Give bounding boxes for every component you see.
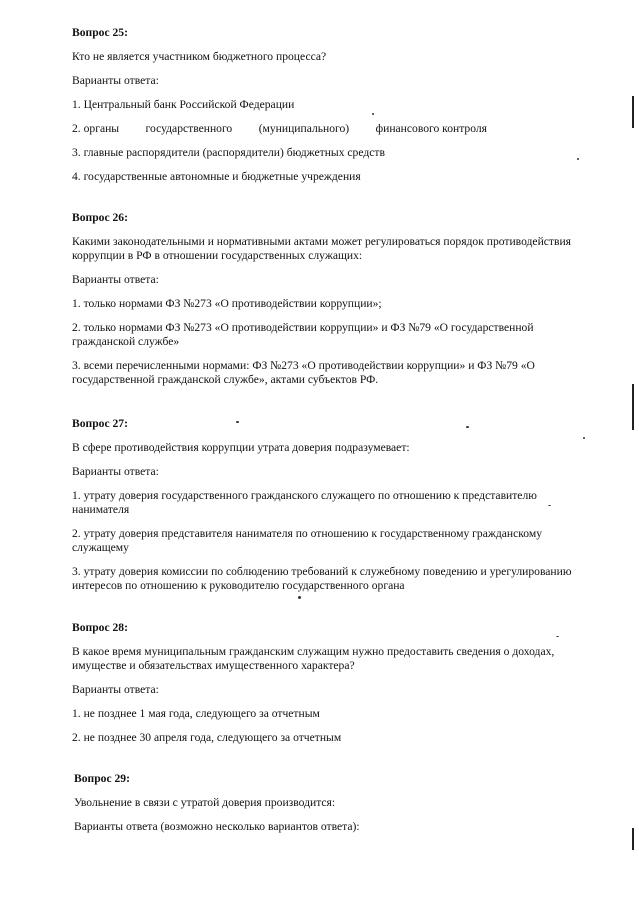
scan-speck xyxy=(236,421,239,423)
answers-label: Варианты ответа: xyxy=(72,683,159,696)
answer-option: 3. утрату доверия комиссии по соблюдению требований к служебному поведению и урегулированию интересов по отношению к руководителю государственного органа xyxy=(72,565,572,592)
question-26 xyxy=(72,211,587,397)
question-title: Вопрос 25: xyxy=(72,26,128,39)
question-29 xyxy=(74,772,589,844)
question-text: Увольнение в связи с утратой доверия производится: xyxy=(74,796,336,809)
answers-label: Варианты ответа: xyxy=(72,465,159,478)
answer-option: 2. не позднее 30 апреля года, следующего за отчетным xyxy=(72,731,342,744)
answers-label: Варианты ответа: xyxy=(72,74,159,87)
question-text: Кто не является участником бюджетного процесса? xyxy=(72,50,327,63)
scan-speck xyxy=(556,636,559,637)
scan-edge-mark xyxy=(632,96,634,128)
answer-option: 1. Центральный банк Российской Федерации xyxy=(72,98,295,111)
question-27 xyxy=(72,417,587,603)
answer-option: 2. только нормами ФЗ №273 «О противодействии коррупции» и ФЗ №79 «О государственной гражданской службе» xyxy=(72,321,534,348)
answer-option: 2. утрату доверия представителя нанимателя по отношению к государственному гражданскому служащему xyxy=(72,527,542,554)
answer-option: 1. утрату доверия государственного гражданского служащего по отношению к представителю нанимателя xyxy=(72,489,537,516)
answer-option: 3. главные распорядители (распорядители) бюджетных средств xyxy=(72,146,385,159)
question-text: Какими законодательными и нормативными актами может регулироваться порядок противодействия коррупции в РФ в отношении государственных служащих: xyxy=(72,235,572,262)
answer-option: 1. не позднее 1 мая года, следующего за отчетным xyxy=(72,707,320,720)
scan-edge-mark xyxy=(632,384,634,430)
answer-option-part: (муниципального) xyxy=(258,122,350,135)
answer-option-part: финансового контроля xyxy=(375,122,487,135)
question-text: В какое время муниципальным гражданским служащим нужно предоставить сведения о доходах, имуществе и обязательствах имущественного характера? xyxy=(72,645,555,672)
answer-option: 1. только нормами ФЗ №273 «О противодействии коррупции»; xyxy=(72,297,382,310)
scan-speck xyxy=(583,437,585,439)
scan-speck xyxy=(577,158,579,160)
answer-option: 3. всеми перечисленными нормами: ФЗ №273 «О противодействии коррупции» и ФЗ №79 «О государственной гражданской службе», актами субъектов РФ. xyxy=(72,359,535,386)
question-title: Вопрос 28: xyxy=(72,621,128,634)
question-title: Вопрос 26: xyxy=(72,211,128,224)
question-title: Вопрос 27: xyxy=(72,417,128,430)
scan-speck xyxy=(466,426,469,428)
scan-edge-mark xyxy=(632,828,634,850)
scan-speck xyxy=(298,596,301,599)
answer-option: 4. государственные автономные и бюджетные учреждения xyxy=(72,170,361,183)
answers-label: Варианты ответа (возможно несколько вариантов ответа): xyxy=(74,820,360,833)
answer-option-part: 2. органы xyxy=(72,122,120,135)
scan-speck xyxy=(548,505,551,506)
question-text: В сфере противодействия коррупции утрата доверия подразумевает: xyxy=(72,441,410,454)
question-title: Вопрос 29: xyxy=(74,772,130,785)
question-25 xyxy=(72,26,587,194)
answer-option xyxy=(72,122,487,136)
scan-speck xyxy=(372,113,374,115)
answers-label: Варианты ответа: xyxy=(72,273,159,286)
question-28 xyxy=(72,621,587,755)
answer-option-part: государственного xyxy=(145,122,233,135)
